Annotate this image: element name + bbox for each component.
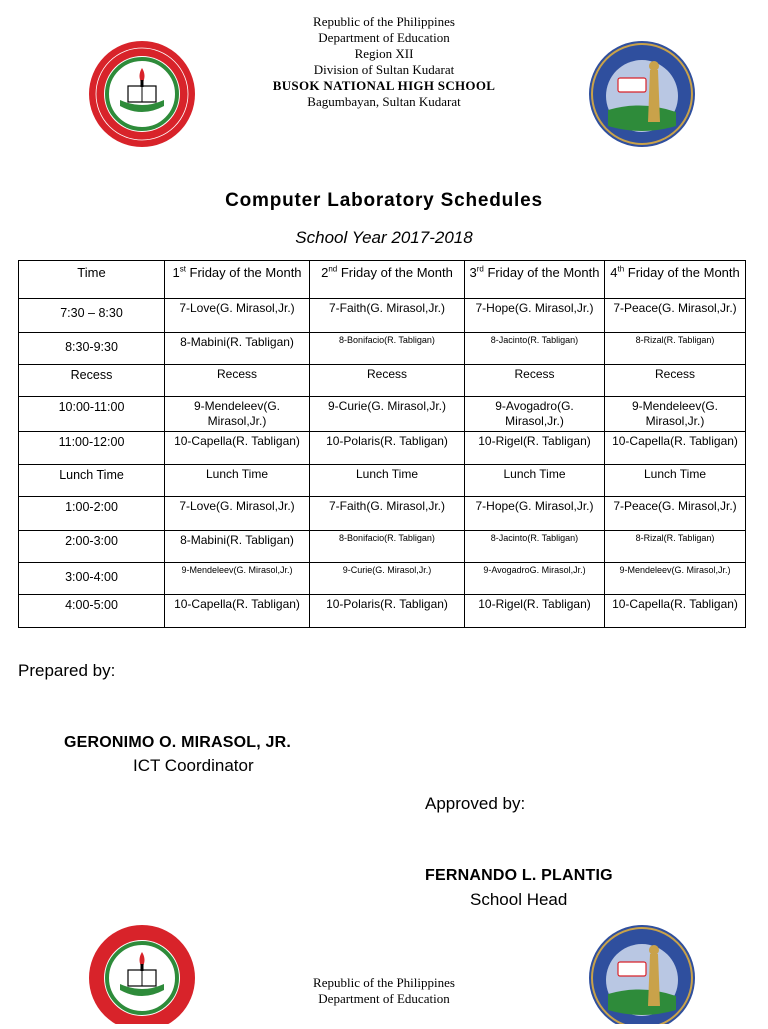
deped-division-seal-icon bbox=[588, 924, 696, 1024]
schedule-cell: 10-Capella(R. Tabligan) bbox=[165, 432, 310, 465]
time-cell: 3:00-4:00 bbox=[19, 563, 165, 595]
time-cell: 1:00-2:00 bbox=[19, 497, 165, 531]
table-row bbox=[19, 465, 746, 497]
table-row bbox=[19, 333, 746, 365]
schedule-cell: Recess bbox=[310, 365, 465, 397]
schedule-cell: 10-Capella(R. Tabligan) bbox=[605, 595, 746, 628]
approved-by-label: Approved by: bbox=[425, 794, 526, 813]
schedule-cell: 7-Love(G. Mirasol,Jr.) bbox=[165, 497, 310, 531]
schedule-cell: 9-Avogadro(G. Mirasol,Jr.) bbox=[465, 397, 605, 432]
schedule-cell: 10-Polaris(R. Tabligan) bbox=[310, 432, 465, 465]
prepared-by-name: GERONIMO O. MIRASOL, JR. bbox=[64, 734, 292, 751]
schedule-cell: 8-Bonifacio(R. Tabligan) bbox=[310, 333, 465, 365]
page-subtitle: School Year 2017-2018 bbox=[295, 228, 473, 247]
time-cell: 8:30-9:30 bbox=[19, 333, 165, 365]
school-seal-icon bbox=[88, 924, 196, 1024]
schedule-cell: 7-Faith(G. Mirasol,Jr.) bbox=[310, 497, 465, 531]
schedule-table bbox=[18, 260, 746, 628]
page-title: Computer Laboratory Schedules bbox=[225, 190, 543, 211]
schedule-cell: 10-Capella(R. Tabligan) bbox=[165, 595, 310, 628]
time-cell: 7:30 – 8:30 bbox=[19, 299, 165, 333]
header-week-2: 2nd Friday of the Month bbox=[310, 261, 465, 299]
schedule-cell: 8-Rizal(R. Tabligan) bbox=[605, 531, 746, 563]
schedule-cell: 10-Polaris(R. Tabligan) bbox=[310, 595, 465, 628]
approved-by-name: FERNANDO L. PLANTIG bbox=[425, 867, 613, 884]
schedule-cell: 8-Rizal(R. Tabligan) bbox=[605, 333, 746, 365]
schedule-cell: 10-Rigel(R. Tabligan) bbox=[465, 432, 605, 465]
time-cell: 11:00-12:00 bbox=[19, 432, 165, 465]
schedule-cell: 9-Mendeleev(G. Mirasol,Jr.) bbox=[605, 397, 746, 432]
header-time: Time bbox=[19, 261, 165, 299]
schedule-cell: Lunch Time bbox=[310, 465, 465, 497]
schedule-cell: 8-Jacinto(R. Tabligan) bbox=[465, 333, 605, 365]
time-cell: 4:00-5:00 bbox=[19, 595, 165, 628]
schedule-cell: 9-AvogadroG. Mirasol,Jr.) bbox=[465, 563, 605, 595]
header-region: Region XII bbox=[354, 46, 414, 61]
prepared-by-position: ICT Coordinator bbox=[133, 756, 254, 775]
time-cell: Lunch Time bbox=[19, 465, 165, 497]
schedule-cell: 9-Curie(G. Mirasol,Jr.) bbox=[310, 563, 465, 595]
header-text-block bbox=[0, 14, 768, 110]
header-week-1: 1st Friday of the Month bbox=[165, 261, 310, 299]
schedule-cell: 8-Jacinto(R. Tabligan) bbox=[465, 531, 605, 563]
header-week-3: 3rd Friday of the Month bbox=[465, 261, 605, 299]
table-row bbox=[19, 531, 746, 563]
schedule-cell: 10-Capella(R. Tabligan) bbox=[605, 432, 746, 465]
schedule-cell: Lunch Time bbox=[605, 465, 746, 497]
table-row bbox=[19, 397, 746, 432]
header-republic: Republic of the Philippines bbox=[313, 14, 455, 29]
header-week-4: 4th Friday of the Month bbox=[605, 261, 746, 299]
schedule-cell: 9-Curie(G. Mirasol,Jr.) bbox=[310, 397, 465, 432]
schedule-cell: 7-Faith(G. Mirasol,Jr.) bbox=[310, 299, 465, 333]
schedule-cell: Lunch Time bbox=[165, 465, 310, 497]
schedule-cell: 9-Mendeleev(G. Mirasol,Jr.) bbox=[605, 563, 746, 595]
table-row bbox=[19, 595, 746, 628]
schedule-cell: Recess bbox=[465, 365, 605, 397]
time-cell: 10:00-11:00 bbox=[19, 397, 165, 432]
header-school-name: BUSOK NATIONAL HIGH SCHOOL bbox=[272, 78, 496, 93]
header-address: Bagumbayan, Sultan Kudarat bbox=[307, 94, 461, 109]
footer-text-block bbox=[0, 975, 768, 1007]
schedule-cell: 7-Peace(G. Mirasol,Jr.) bbox=[605, 497, 746, 531]
schedule-cell: 9-Mendeleev(G. Mirasol,Jr.) bbox=[165, 563, 310, 595]
header-division: Division of Sultan Kudarat bbox=[313, 62, 455, 77]
schedule-cell: 9-Mendeleev(G. Mirasol,Jr.) bbox=[165, 397, 310, 432]
schedule-cell: 7-Hope(G. Mirasol,Jr.) bbox=[465, 299, 605, 333]
time-cell: 2:00-3:00 bbox=[19, 531, 165, 563]
schedule-cell: 8-Bonifacio(R. Tabligan) bbox=[310, 531, 465, 563]
schedule-cell: 8-Mabini(R. Tabligan) bbox=[165, 531, 310, 563]
approved-by-position: School Head bbox=[470, 890, 568, 909]
table-row bbox=[19, 563, 746, 595]
schedule-cell: Recess bbox=[165, 365, 310, 397]
prepared-by-label: Prepared by: bbox=[18, 661, 116, 680]
table-row bbox=[19, 365, 746, 397]
schedule-cell: Lunch Time bbox=[465, 465, 605, 497]
table-header-row bbox=[19, 261, 746, 299]
schedule-cell: 10-Rigel(R. Tabligan) bbox=[465, 595, 605, 628]
footer-department: Department of Education bbox=[318, 991, 450, 1006]
schedule-cell: Recess bbox=[605, 365, 746, 397]
schedule-cell: 7-Hope(G. Mirasol,Jr.) bbox=[465, 497, 605, 531]
time-cell: Recess bbox=[19, 365, 165, 397]
schedule-cell: 7-Love(G. Mirasol,Jr.) bbox=[165, 299, 310, 333]
schedule-cell: 7-Peace(G. Mirasol,Jr.) bbox=[605, 299, 746, 333]
schedule-cell: 8-Mabini(R. Tabligan) bbox=[165, 333, 310, 365]
table-row bbox=[19, 299, 746, 333]
table-row bbox=[19, 432, 746, 465]
header-department: Department of Education bbox=[318, 30, 450, 45]
footer-republic: Republic of the Philippines bbox=[313, 975, 455, 990]
table-row bbox=[19, 497, 746, 531]
